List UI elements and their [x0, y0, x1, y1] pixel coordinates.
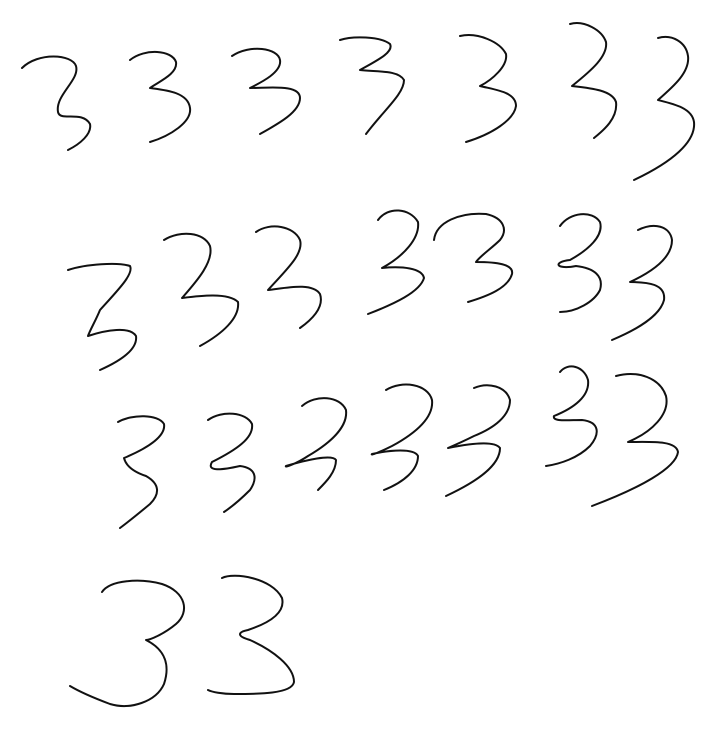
digit-3-r2-c1 — [68, 264, 136, 370]
digit-3-r4-c1 — [70, 581, 184, 706]
digit-3-r1-c5 — [460, 35, 516, 142]
digit-3-r3-c6 — [546, 366, 597, 466]
digit-3-r3-c5 — [446, 385, 510, 496]
digit-3-r3-c1 — [118, 416, 164, 528]
digit-3-r2-c4 — [368, 210, 424, 314]
digit-3-r2-c3 — [256, 226, 321, 328]
digit-3-r1-c7 — [634, 37, 694, 180]
digit-3-r3-c2 — [208, 414, 255, 512]
digit-3-r4-c2 — [208, 576, 294, 694]
digit-3-r3-c4 — [372, 385, 432, 490]
digit-3-r1-c1 — [22, 57, 90, 151]
digit-3-r2-c5 — [434, 214, 512, 302]
digit-3-r1-c6 — [570, 23, 616, 138]
digit-3-r1-c4 — [340, 37, 404, 134]
digit-3-r1-c3 — [232, 49, 300, 134]
digit-3-r1-c2 — [130, 52, 190, 142]
digit-3-r2-c6 — [559, 214, 601, 312]
digit-3-r3-c7 — [592, 374, 678, 506]
digit-3-r3-c3 — [286, 398, 346, 490]
digit-3-r2-c2 — [164, 234, 238, 346]
digit-3-r2-c7 — [612, 226, 672, 340]
